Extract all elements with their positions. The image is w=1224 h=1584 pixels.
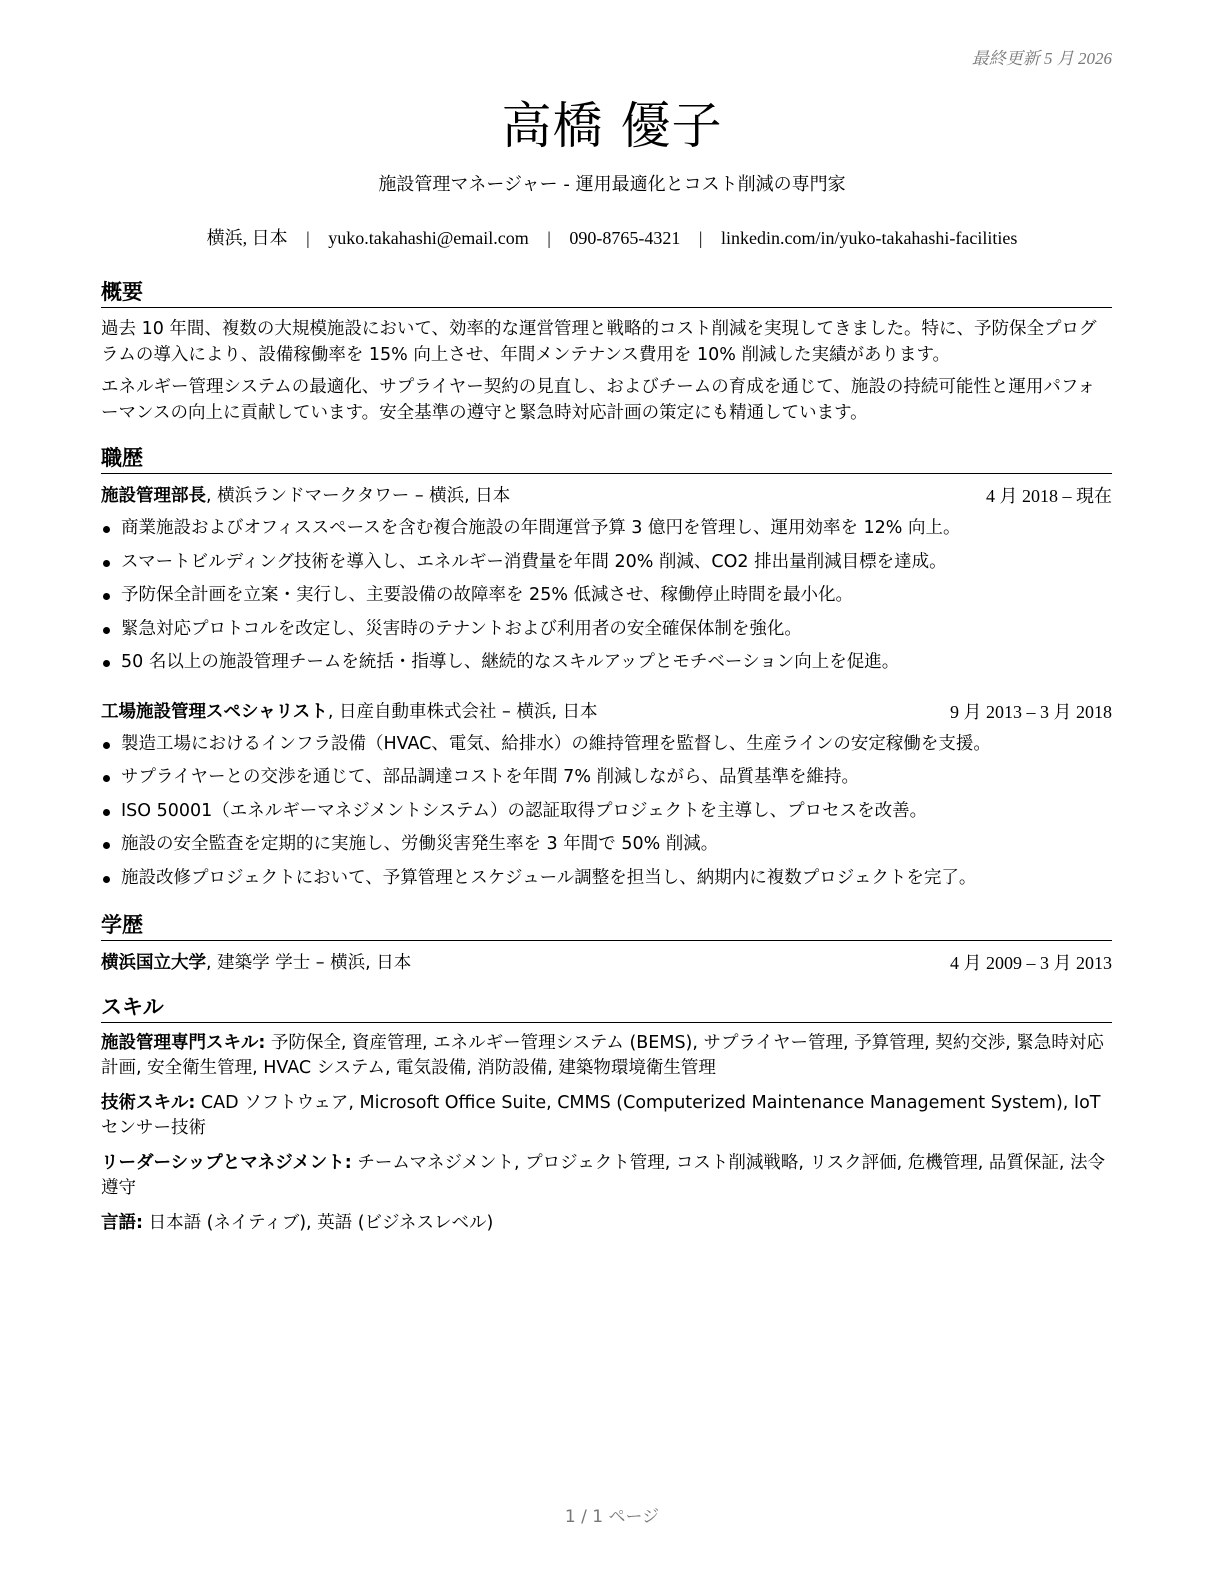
summary-paragraph: 過去 10 年間、複数の大規模施設において、効率的な運営管理と戦略的コスト削減を実現してきました。特に、予防保全プログラムの導入により、設備稼働率を 15% 向上させ、年間メンテナンス費用を 10% 削減した実績があります。	[101, 319, 1097, 365]
skill-label: リーダーシップとマネジメント:	[101, 1153, 352, 1173]
skills-section	[101, 991, 1112, 1236]
education-dates: 4 月 2009 – 3 月 2013	[950, 953, 1112, 973]
candidate-name: 高橋 優子	[501, 97, 723, 155]
contact-email[interactable]: yuko.takahashi@email.com	[328, 228, 529, 248]
skill-label: 技術スキル:	[101, 1093, 196, 1113]
last-updated: 最終更新 5 月 2026	[971, 49, 1112, 68]
skill-group	[101, 1031, 1112, 1081]
job-org: , 日産自動車株式会社 – 横浜, 日本	[327, 701, 598, 722]
contact-phone: 090-8765-4321	[569, 228, 681, 248]
job-bullets	[101, 512, 1112, 680]
list-item: 50 名以上の施設管理チームを統括・指導し、継続的なスキルアップとモチベーション向上を促進。	[101, 646, 1112, 680]
summary-paragraph: エネルギー管理システムの最適化、サプライヤー契約の見直し、およびチームの育成を通じて、施設の持続可能性と運用パフォーマンスの向上に貢献しています。安全基準の遵守と緊急時対応計画の策定にも精通しています。	[101, 377, 1095, 423]
section-title-summary: 概要	[101, 276, 1112, 308]
job-org: , 横浜ランドマークタワー – 横浜, 日本	[206, 486, 511, 506]
skill-text: CAD ソフトウェア, Microsoft Office Suite, CMMS (Computerized Maintenance Management System), IoT センサー技術	[101, 1093, 1101, 1138]
skill-text: チームマネジメント, プロジェクト管理, コスト削減戦略, リスク評価, 危機管理, 品質保証, 法令遵守	[101, 1153, 1106, 1198]
contact-line	[0, 224, 1224, 250]
skill-label: 言語:	[101, 1213, 143, 1233]
list-item: 施設の安全監査を定期的に実施し、労働災害発生率を 3 年間で 50% 削減。	[101, 828, 1112, 862]
job-bullets	[101, 728, 1112, 896]
education-detail: , 建築学 学士 – 横浜, 日本	[206, 953, 412, 973]
section-title-skills: スキル	[101, 991, 1112, 1023]
resume-content	[101, 276, 1112, 1246]
list-item: 商業施設およびオフィススペースを含む複合施設の年間運営予算 3 億円を管理し、運用効率を 12% 向上。	[101, 512, 1112, 546]
list-item: 予防保全計画を立案・実行し、主要設備の故障率を 25% 低減させ、稼働停止時間を最小化。	[101, 579, 1112, 613]
skill-group	[101, 1211, 1112, 1236]
contact-linkedin[interactable]: linkedin.com/in/yuko-takahashi-facilities	[720, 228, 1018, 248]
education-entry	[101, 949, 1112, 977]
summary-section	[101, 276, 1112, 426]
contact-location: 横浜, 日本	[206, 228, 288, 248]
skill-label: 施設管理専門スキル:	[101, 1033, 266, 1053]
section-title-education: 学歴	[101, 909, 1112, 941]
list-item: 緊急対応プロトコルを改定し、災害時のテナントおよび利用者の安全確保体制を強化。	[101, 613, 1112, 647]
list-item: ISO 50001（エネルギーマネジメントシステム）の認証取得プロジェクトを主導し、プロセスを改善。	[101, 795, 1112, 829]
education-section	[101, 909, 1112, 977]
page-indicator: 1 / 1 ページ	[564, 1507, 660, 1527]
education-school: 横浜国立大学	[101, 953, 206, 973]
skill-text: 予防保全, 資産管理, エネルギー管理システム (BEMS), サプライヤー管理, 予算管理, 契約交渉, 緊急時対応計画, 安全衛生管理, HVAC システム, 電気設備, 消防設備, 建築物環境衛生管理	[101, 1033, 1104, 1078]
list-item: 施設改修プロジェクトにおいて、予算管理とスケジュール調整を担当し、納期内に複数プロジェクトを完了。	[101, 862, 1112, 896]
job-header	[101, 482, 1112, 510]
skill-group	[101, 1091, 1112, 1141]
skill-text: 日本語 (ネイティブ), 英語 (ビジネスレベル)	[143, 1213, 494, 1233]
job-dates: 9 月 2013 – 3 月 2018	[950, 701, 1112, 722]
job-role: 施設管理部長	[101, 486, 206, 506]
job-dates: 4 月 2018 – 現在	[986, 486, 1112, 506]
skill-group	[101, 1151, 1112, 1201]
job-role: 工場施設管理スペシャリスト	[101, 701, 328, 722]
headline: 施設管理マネージャー - 運用最適化とコスト削減の専門家	[378, 174, 846, 195]
job-entry	[101, 698, 1112, 896]
contact-separator: |	[547, 228, 551, 248]
list-item: スマートビルディング技術を導入し、エネルギー消費量を年間 20% 削減、CO2 排出量削減目標を達成。	[101, 546, 1112, 580]
job-entry	[101, 482, 1112, 680]
section-title-experience: 職歴	[101, 442, 1112, 474]
job-header	[101, 698, 1112, 726]
experience-section	[101, 442, 1112, 895]
contact-separator: |	[698, 228, 703, 248]
list-item: 製造工場におけるインフラ設備（HVAC、電気、給排水）の維持管理を監督し、生産ラインの安定稼働を支援。	[101, 728, 1112, 762]
contact-separator: |	[306, 228, 310, 248]
list-item: サプライヤーとの交渉を通じて、部品調達コストを年間 7% 削減しながら、品質基準を維持。	[101, 761, 1112, 795]
